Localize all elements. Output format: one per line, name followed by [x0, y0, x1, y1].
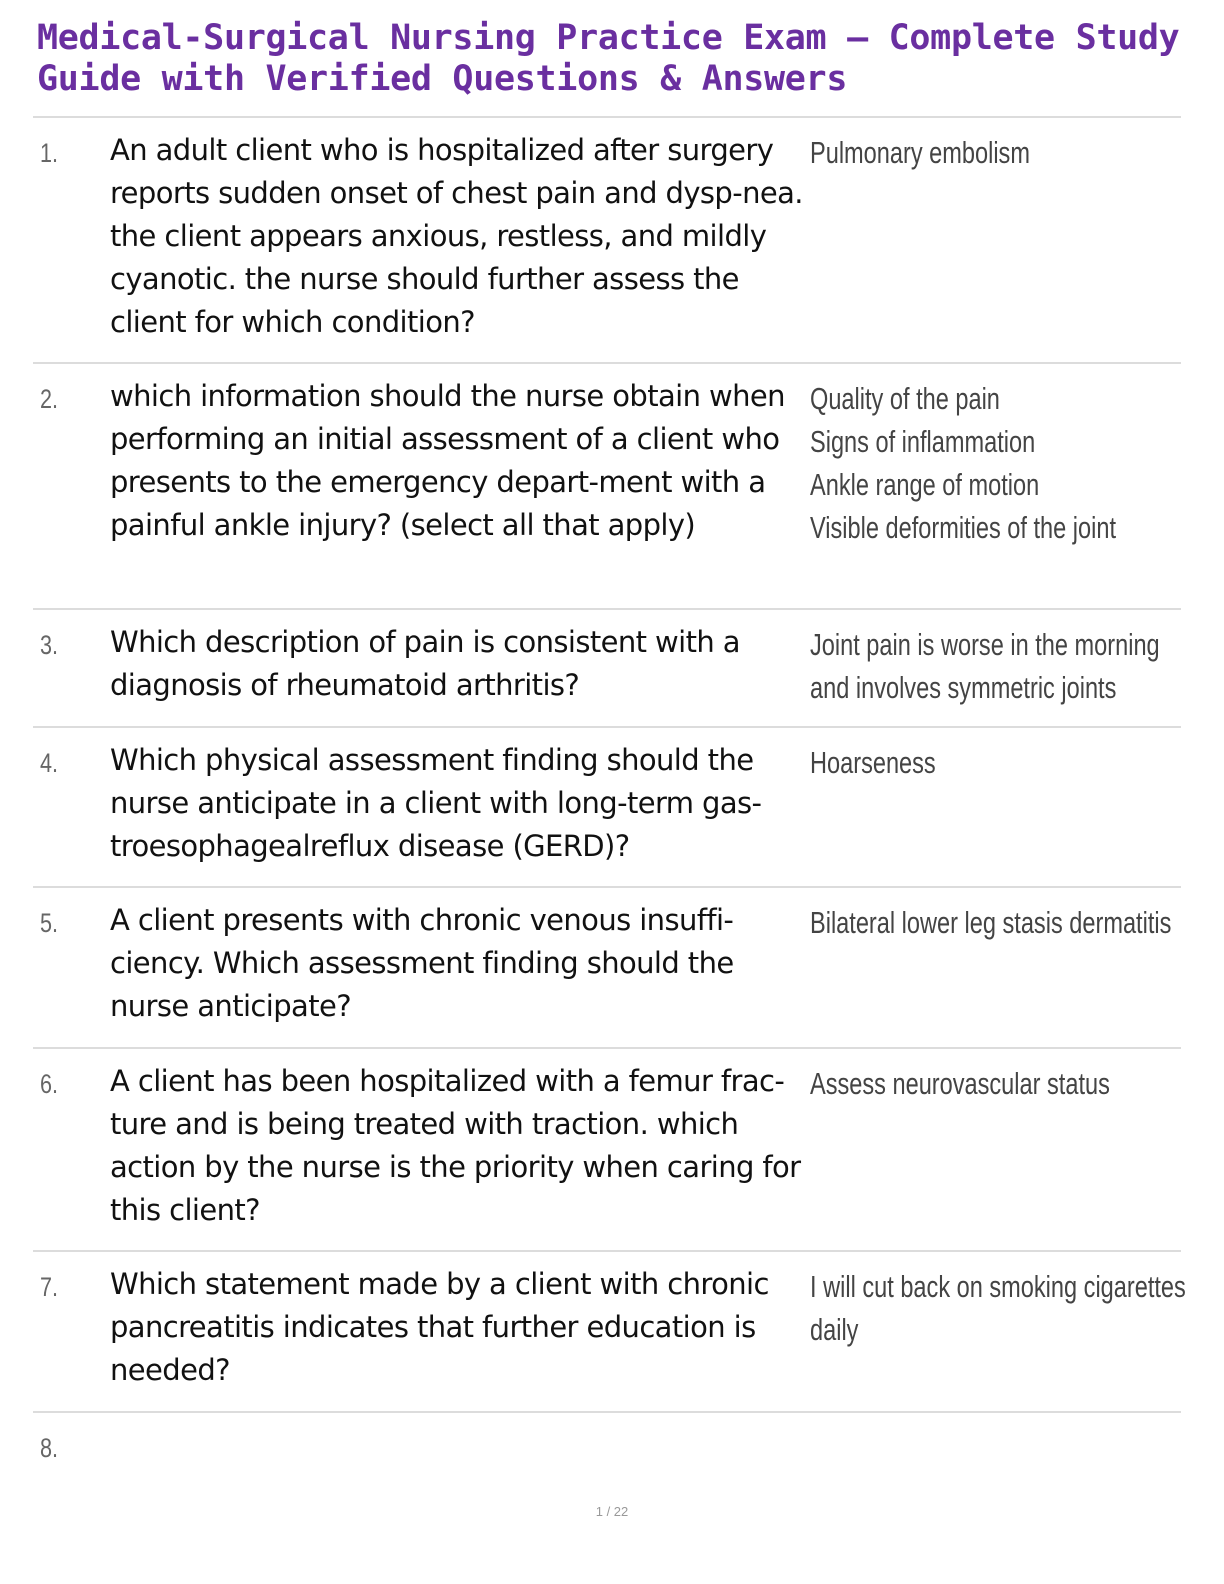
card-question: Which description of pain is consistent with a diagnosis of rheumatoid arthritis? [110, 625, 740, 702]
card-answer [810, 131, 1095, 174]
flashcard [33, 364, 1181, 610]
card-number: 5. [40, 908, 59, 938]
answer-line: Visible deformities of the joint [810, 510, 1117, 545]
card-number: 4. [40, 748, 59, 778]
flashcard [33, 610, 1181, 728]
flashcard [33, 728, 1181, 888]
card-question: which information should the nurse obtain when performing an initial assessment of a client who presents to the emergency depart-ment with a painful ankle injury? (select all that apply) [110, 379, 785, 542]
flashcard [33, 1413, 1181, 1493]
answer-line: Joint pain is worse in the morning [810, 627, 1160, 662]
flashcard [33, 1252, 1186, 1413]
answer-line: daily [810, 1312, 859, 1347]
card-number: 8. [40, 1433, 59, 1463]
answer-line: Hoarseness [810, 745, 936, 780]
flashcard-list [33, 118, 1186, 1493]
card-answer [810, 1062, 1110, 1105]
flashcard [33, 888, 1181, 1049]
answer-line: Assess neurovascular status [810, 1066, 1110, 1101]
card-answer [810, 901, 1172, 944]
flashcard [33, 1049, 1181, 1252]
document-title: Medical-Surgical Nursing Practice Exam – Complete Study Guide with Verified Questions & Answers [37, 18, 1180, 99]
flashcard [33, 118, 1181, 364]
answer-line: Signs of inflammation [810, 424, 1036, 459]
answer-line: and involves symmetric joints [810, 670, 1117, 705]
card-number: 2. [40, 384, 59, 414]
card-answer [810, 1265, 1186, 1351]
card-number: 3. [40, 630, 59, 660]
card-question: A client has been hospitalized with a femur frac-ture and is being treated with traction. which action by the nurse is the priority when caring for this client? [110, 1064, 801, 1227]
card-question: A client presents with chronic venous insuffi-ciency. Which assessment finding should the nurse anticipate? [110, 903, 734, 1023]
card-answer [810, 377, 1117, 549]
card-number: 1. [40, 138, 59, 168]
card-answer [810, 741, 1095, 784]
card-question: Which statement made by a client with chronic pancreatitis indicates that further education is needed? [110, 1267, 769, 1387]
answer-line: Quality of the pain [810, 381, 1000, 416]
answer-line: Bilateral lower leg stasis dermatitis [810, 905, 1172, 940]
card-question: Which physical assessment finding should the nurse anticipate in a client with long-term gas-troesophagealreflux disease (GERD)? [110, 743, 762, 863]
card-answer [810, 623, 1160, 709]
answer-line: Ankle range of motion [810, 467, 1040, 502]
card-number: 7. [40, 1272, 59, 1302]
card-number: 6. [40, 1069, 59, 1099]
card-question: An adult client who is hospitalized after surgery reports sudden onset of chest pain and dysp-nea. the client appears anxious, restless, and mildly cyanotic. the nurse should further assess the client for which condition? [110, 133, 803, 339]
answer-line: I will cut back on smoking cigarettes [810, 1269, 1186, 1304]
page-indicator: 1 / 22 [595, 1504, 629, 1519]
answer-line: Pulmonary embolism [810, 135, 1030, 170]
